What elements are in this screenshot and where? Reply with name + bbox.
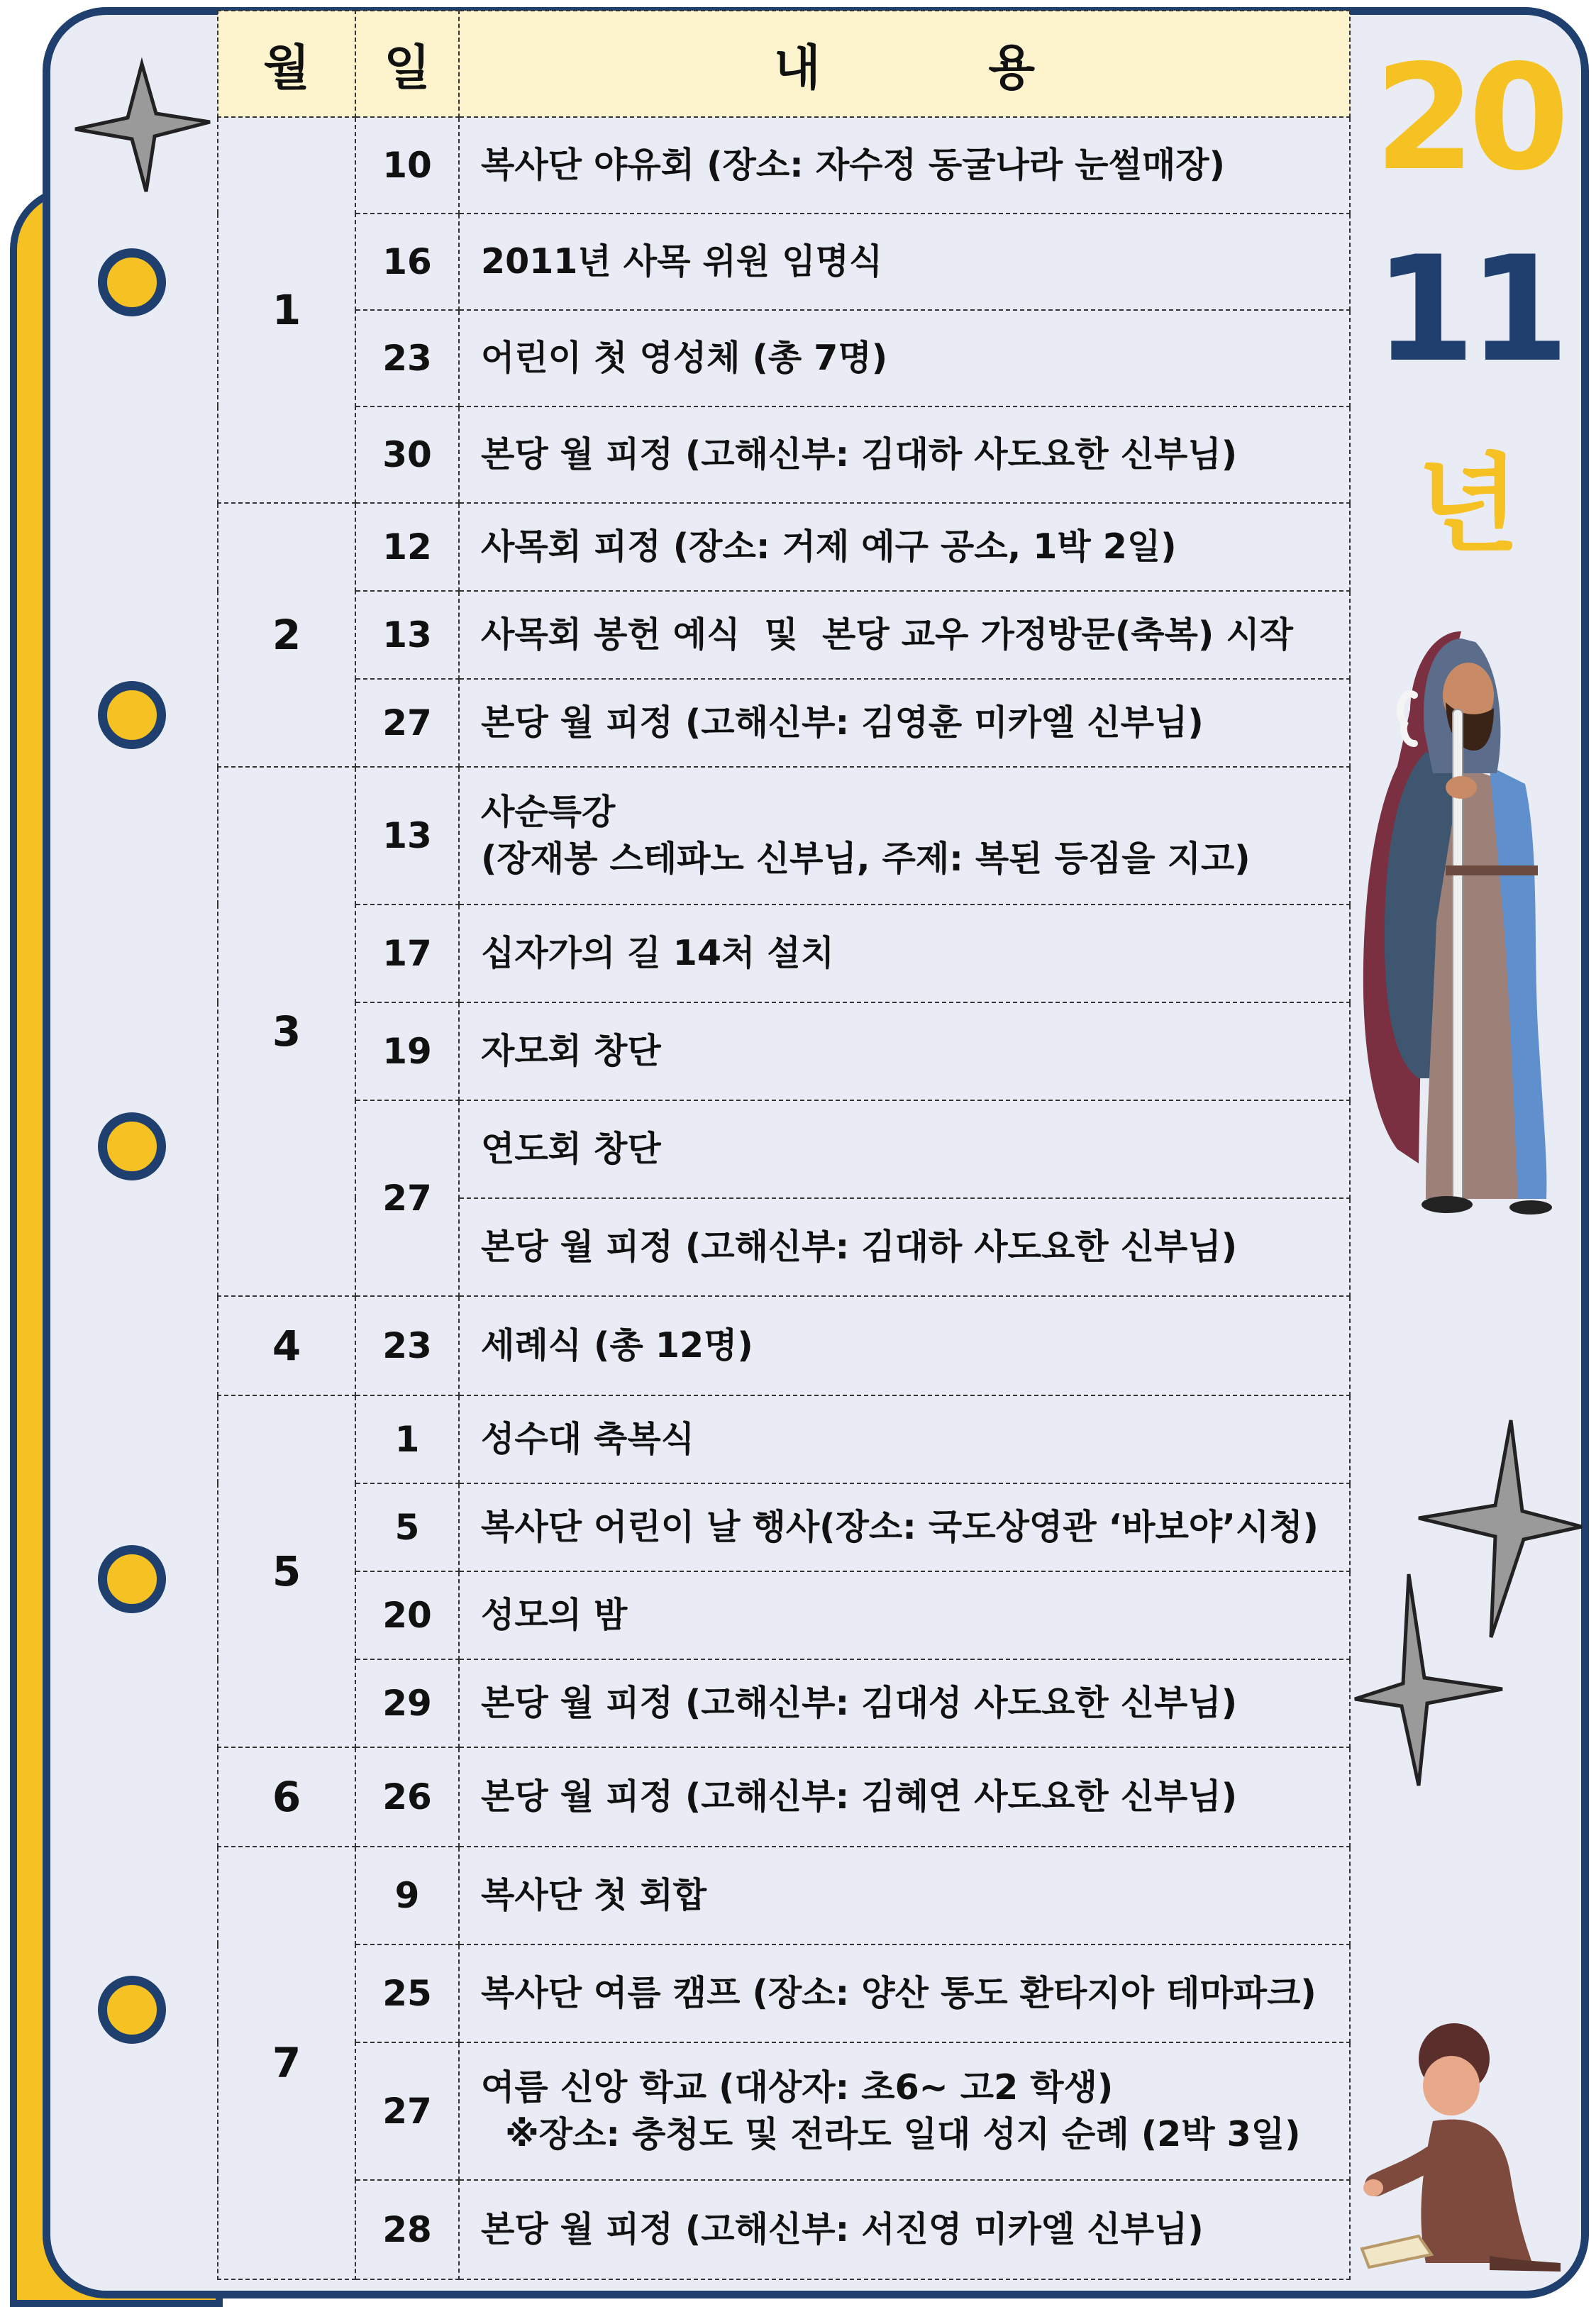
year-part-2: 11: [1374, 226, 1563, 394]
event-cell: 본당 월 피정 (고해신부: 서진영 미카엘 신부님): [459, 2180, 1350, 2279]
day-cell: 27: [355, 1100, 459, 1296]
day-cell: 26: [355, 1747, 459, 1847]
event-cell: 복사단 여름 캠프 (장소: 양산 통도 환타지아 테마파크): [459, 1944, 1350, 2042]
day-cell: 19: [355, 1002, 459, 1100]
event-cell: 연도회 창단: [459, 1100, 1350, 1198]
table-row: [218, 1944, 1350, 2042]
event-cell: [459, 2042, 1350, 2180]
binder-ring-icon: [98, 248, 166, 316]
day-cell: 27: [355, 679, 459, 767]
event-line: 여름 신앙 학교 (대상자: 초6~ 고2 학생): [481, 2067, 1114, 2108]
binder-ring-icon: [98, 681, 166, 749]
event-cell: 본당 월 피정 (고해신부: 김대하 사도요한 신부님): [459, 406, 1350, 503]
table-row: [218, 2042, 1350, 2180]
month-cell: 5: [218, 1395, 355, 1747]
month-cell: 4: [218, 1296, 355, 1395]
event-cell: 성모의 밤: [459, 1571, 1350, 1659]
day-cell: 30: [355, 406, 459, 503]
table-row: [218, 1483, 1350, 1571]
star-icon: [62, 57, 218, 199]
table-row: [218, 1100, 1350, 1198]
table-row: [218, 1002, 1350, 1100]
table-row: [218, 310, 1350, 406]
day-cell: 17: [355, 904, 459, 1002]
table-row: [218, 214, 1350, 310]
event-cell: 복사단 첫 회합: [459, 1847, 1350, 1944]
day-cell: 29: [355, 1659, 459, 1747]
event-cell: 성수대 축복식: [459, 1395, 1350, 1483]
event-cell: 본당 월 피정 (고해신부: 김영훈 미카엘 신부님): [459, 679, 1350, 767]
event-cell: 2011년 사목 위원 임명식: [459, 214, 1350, 310]
day-cell: 5: [355, 1483, 459, 1571]
day-cell: 16: [355, 214, 459, 310]
day-cell: 25: [355, 1944, 459, 2042]
event-cell: 본당 월 피정 (고해신부: 김혜연 사도요한 신부님): [459, 1747, 1350, 1847]
day-cell: 27: [355, 2042, 459, 2180]
day-cell: 9: [355, 1847, 459, 1944]
table-row: [218, 503, 1350, 591]
binder-ring-icon: [98, 1976, 166, 2044]
event-cell: 십자가의 길 14처 설치: [459, 904, 1350, 1002]
day-cell: 20: [355, 1571, 459, 1659]
schedule-table: [217, 10, 1351, 2280]
day-cell: 13: [355, 767, 459, 904]
binder-ring-icon: [98, 1545, 166, 1613]
kneeling-reader-illustration: [1348, 2015, 1568, 2277]
day-cell: 23: [355, 1296, 459, 1395]
table-header-row: [218, 11, 1350, 117]
binder-ring-icon: [98, 1112, 166, 1180]
day-cell: 13: [355, 591, 459, 679]
month-cell: 3: [218, 767, 355, 1296]
month-cell: 7: [218, 1847, 355, 2279]
table-row: [218, 767, 1350, 904]
day-cell: 12: [355, 503, 459, 591]
table-row: [218, 1659, 1350, 1747]
event-cell: 복사단 야유회 (장소: 자수정 동굴나라 눈썰매장): [459, 117, 1350, 214]
day-cell: 23: [355, 310, 459, 406]
month-header: 월: [218, 11, 355, 117]
year-suffix: 년: [1417, 443, 1520, 567]
table-row: [218, 1747, 1350, 1847]
content-header: 내 용: [459, 11, 1350, 117]
table-row: [218, 904, 1350, 1002]
day-cell: 10: [355, 117, 459, 214]
event-line: (장재봉 스테파노 신부님, 주제: 복된 등짐을 지고): [481, 839, 1251, 879]
table-row: [218, 2180, 1350, 2279]
event-cell: 본당 월 피정 (고해신부: 김대성 사도요한 신부님): [459, 1659, 1350, 1747]
table-row: [218, 591, 1350, 679]
table-row: [218, 406, 1350, 503]
event-cell: 복사단 어린이 날 행사(장소: 국도상영관 ‘바보야’시청): [459, 1483, 1350, 1571]
event-cell: 세례식 (총 12명): [459, 1296, 1350, 1395]
event-line: 사순특강: [481, 791, 616, 832]
event-cell: 사목회 피정 (장소: 거제 예구 공소, 1박 2일): [459, 503, 1350, 591]
day-cell: 1: [355, 1395, 459, 1483]
day-cell: 28: [355, 2180, 459, 2279]
event-cell: [459, 767, 1350, 904]
event-cell: 본당 월 피정 (고해신부: 김대하 사도요한 신부님): [459, 1198, 1350, 1296]
day-header: 일: [355, 11, 459, 117]
table-row: [218, 1395, 1350, 1483]
star-icon: [1348, 1564, 1518, 1791]
table-row: [218, 679, 1350, 767]
table-row: [218, 1847, 1350, 1944]
table-row: [218, 1571, 1350, 1659]
year-part-1: 20: [1374, 34, 1563, 203]
event-line: ※장소: 충청도 및 전라도 일대 성지 순례 (2박 3일): [481, 2114, 1301, 2154]
month-cell: 6: [218, 1747, 355, 1847]
table-row: [218, 1296, 1350, 1395]
month-cell: 2: [218, 503, 355, 767]
event-cell: 사목회 봉헌 예식 및 본당 교우 가정방문(축복) 시작: [459, 591, 1350, 679]
event-cell: 어린이 첫 영성체 (총 7명): [459, 310, 1350, 406]
table-row: [218, 117, 1350, 214]
month-cell: 1: [218, 117, 355, 503]
shepherd-illustration: [1355, 624, 1568, 1227]
event-cell: 자모회 창단: [459, 1002, 1350, 1100]
